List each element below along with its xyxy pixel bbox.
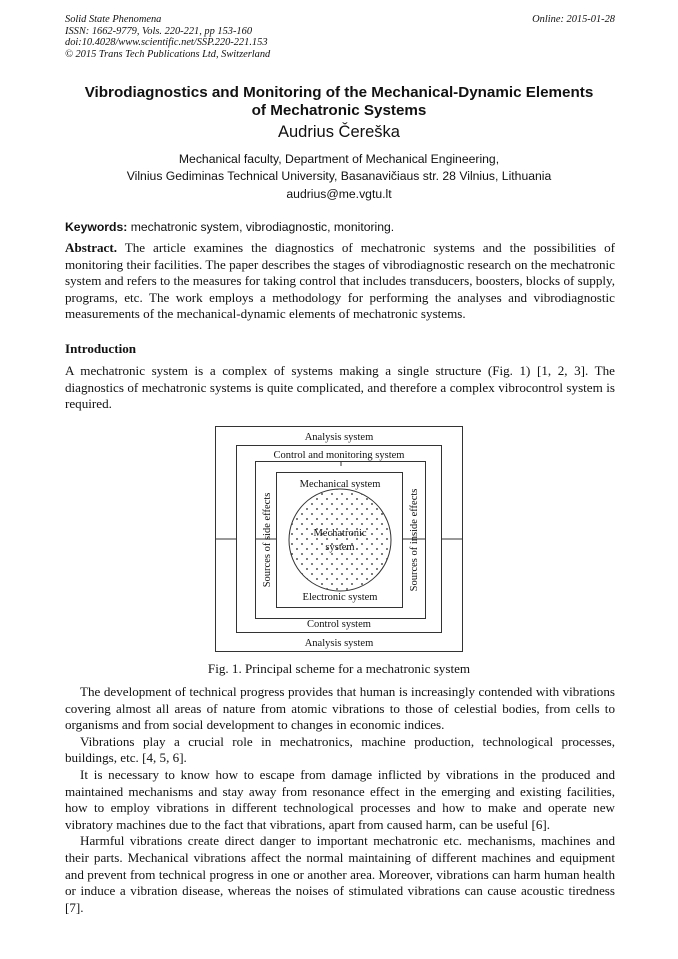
- label-control-monitoring: Control and monitoring system: [273, 450, 405, 461]
- mechatronic-scheme-diagram: [215, 426, 463, 652]
- title-line-1: Vibrodiagnostics and Monitoring of the Mechanical-Dynamic Elements: [84, 84, 594, 101]
- label-mechatronic: Mechatronic: [313, 528, 367, 539]
- copyright: © 2015 Trans Tech Publications Ltd, Switzerland: [65, 48, 271, 60]
- affiliation-line-1: Mechanical faculty, Department of Mechanical Engineering,: [178, 152, 500, 166]
- abstract: [65, 240, 615, 323]
- label-inside-effects: Sources of inside effects: [409, 488, 420, 592]
- journal-header: [65, 14, 270, 60]
- figure-caption: Fig. 1. Principal scheme for a mechatronic system: [207, 661, 471, 676]
- issn: ISSN: 1662-9779, Vols. 220-221, pp 153-160: [65, 25, 253, 37]
- author-email[interactable]: audrius@me.vgtu.lt: [286, 187, 392, 201]
- title-line-2: of Mechatronic Systems: [251, 102, 427, 119]
- abstract-text: The article examines the diagnostics of mechatronic systems and the possibilities of monitoring their facilities. The paper describes the stages of vibrodiagnostic research on the mechatronic system and refers to the measures for taking control that includes transducers, boosters, blocks of supply, programs, etc. The work employs a methodology for performing the analyses and vibrodiagnostic measurements of the mechanical-dynamic elements of mechatronic systems.: [65, 240, 615, 322]
- keywords-label: Keywords:: [65, 220, 128, 234]
- abstract-label: Abstract.: [65, 240, 117, 255]
- paragraph: It is necessary to know how to escape from damage inflicted by vibrations in the produced and maintained mechanisms and stay away from resonance effect in the emerging and existing facilities, how to employ vibrations in different technological processes and how to make and operate new vibratory machines due to the fact that vibrations, apart from caused harm, can be useful [6].: [65, 766, 615, 832]
- paragraph: The development of technical progress provides that human is increasingly contended with vibrations covering almost all areas of nature from atomic vibrations to those of celestial bodies, from cells to organisms and from social development to changes in economic indices.: [65, 684, 615, 733]
- figure-1: [215, 426, 463, 652]
- keywords: [65, 220, 615, 234]
- paragraph: Harmful vibrations create direct danger to important mechatronic etc. mechanisms, machines and their parts. Mechanical vibrations affect the normal maintaining of different machines and equipment and prevent from technical progress in one or another area. Moreover, vibrations can harm human health or induce a vibration disease, whereas the noises of stimulated vibrations can cause acoustic tiredness [7].: [65, 833, 615, 915]
- label-side-effects: Sources of side effects: [262, 492, 273, 588]
- label-electronic: Electronic system: [302, 592, 378, 603]
- keywords-text: mechatronic system, vibrodiagnostic, monitoring.: [130, 220, 395, 234]
- label-mechanical: Mechanical system: [299, 479, 381, 490]
- paper-title: [40, 84, 638, 120]
- label-analysis-top: Analysis system: [304, 432, 374, 443]
- label-analysis-bottom: Analysis system: [304, 638, 374, 649]
- label-control: Control system: [307, 619, 371, 630]
- label-system: system: [325, 542, 355, 553]
- affiliation: [40, 151, 638, 184]
- intro-paragraph: A mechatronic system is a complex of systems making a single structure (Fig. 1) [1, 2, 3]. The diagnostics of mechatronic systems is quite complicated, and therefore a complex vibrocontrol system is required.: [65, 363, 615, 412]
- paragraph: Vibrations play a crucial role in mechatronics, machine production, technological processes, buildings, etc. [4, 5, 6].: [65, 733, 615, 766]
- online-date: Online: 2015-01-28: [532, 14, 615, 25]
- doi: doi:10.4028/www.scientific.net/SSP.220-221.153: [65, 37, 268, 49]
- author-name: Audrius Čereška: [278, 123, 400, 141]
- body-text: [65, 684, 615, 916]
- mechatronic-core-circle: [289, 489, 391, 591]
- affiliation-line-2: Vilnius Gediminas Technical University, Basanavičiaus str. 28 Vilnius, Lithuania: [126, 168, 552, 183]
- journal-name: Solid State Phenomena: [65, 14, 162, 25]
- section-heading-introduction: Introduction: [65, 341, 137, 356]
